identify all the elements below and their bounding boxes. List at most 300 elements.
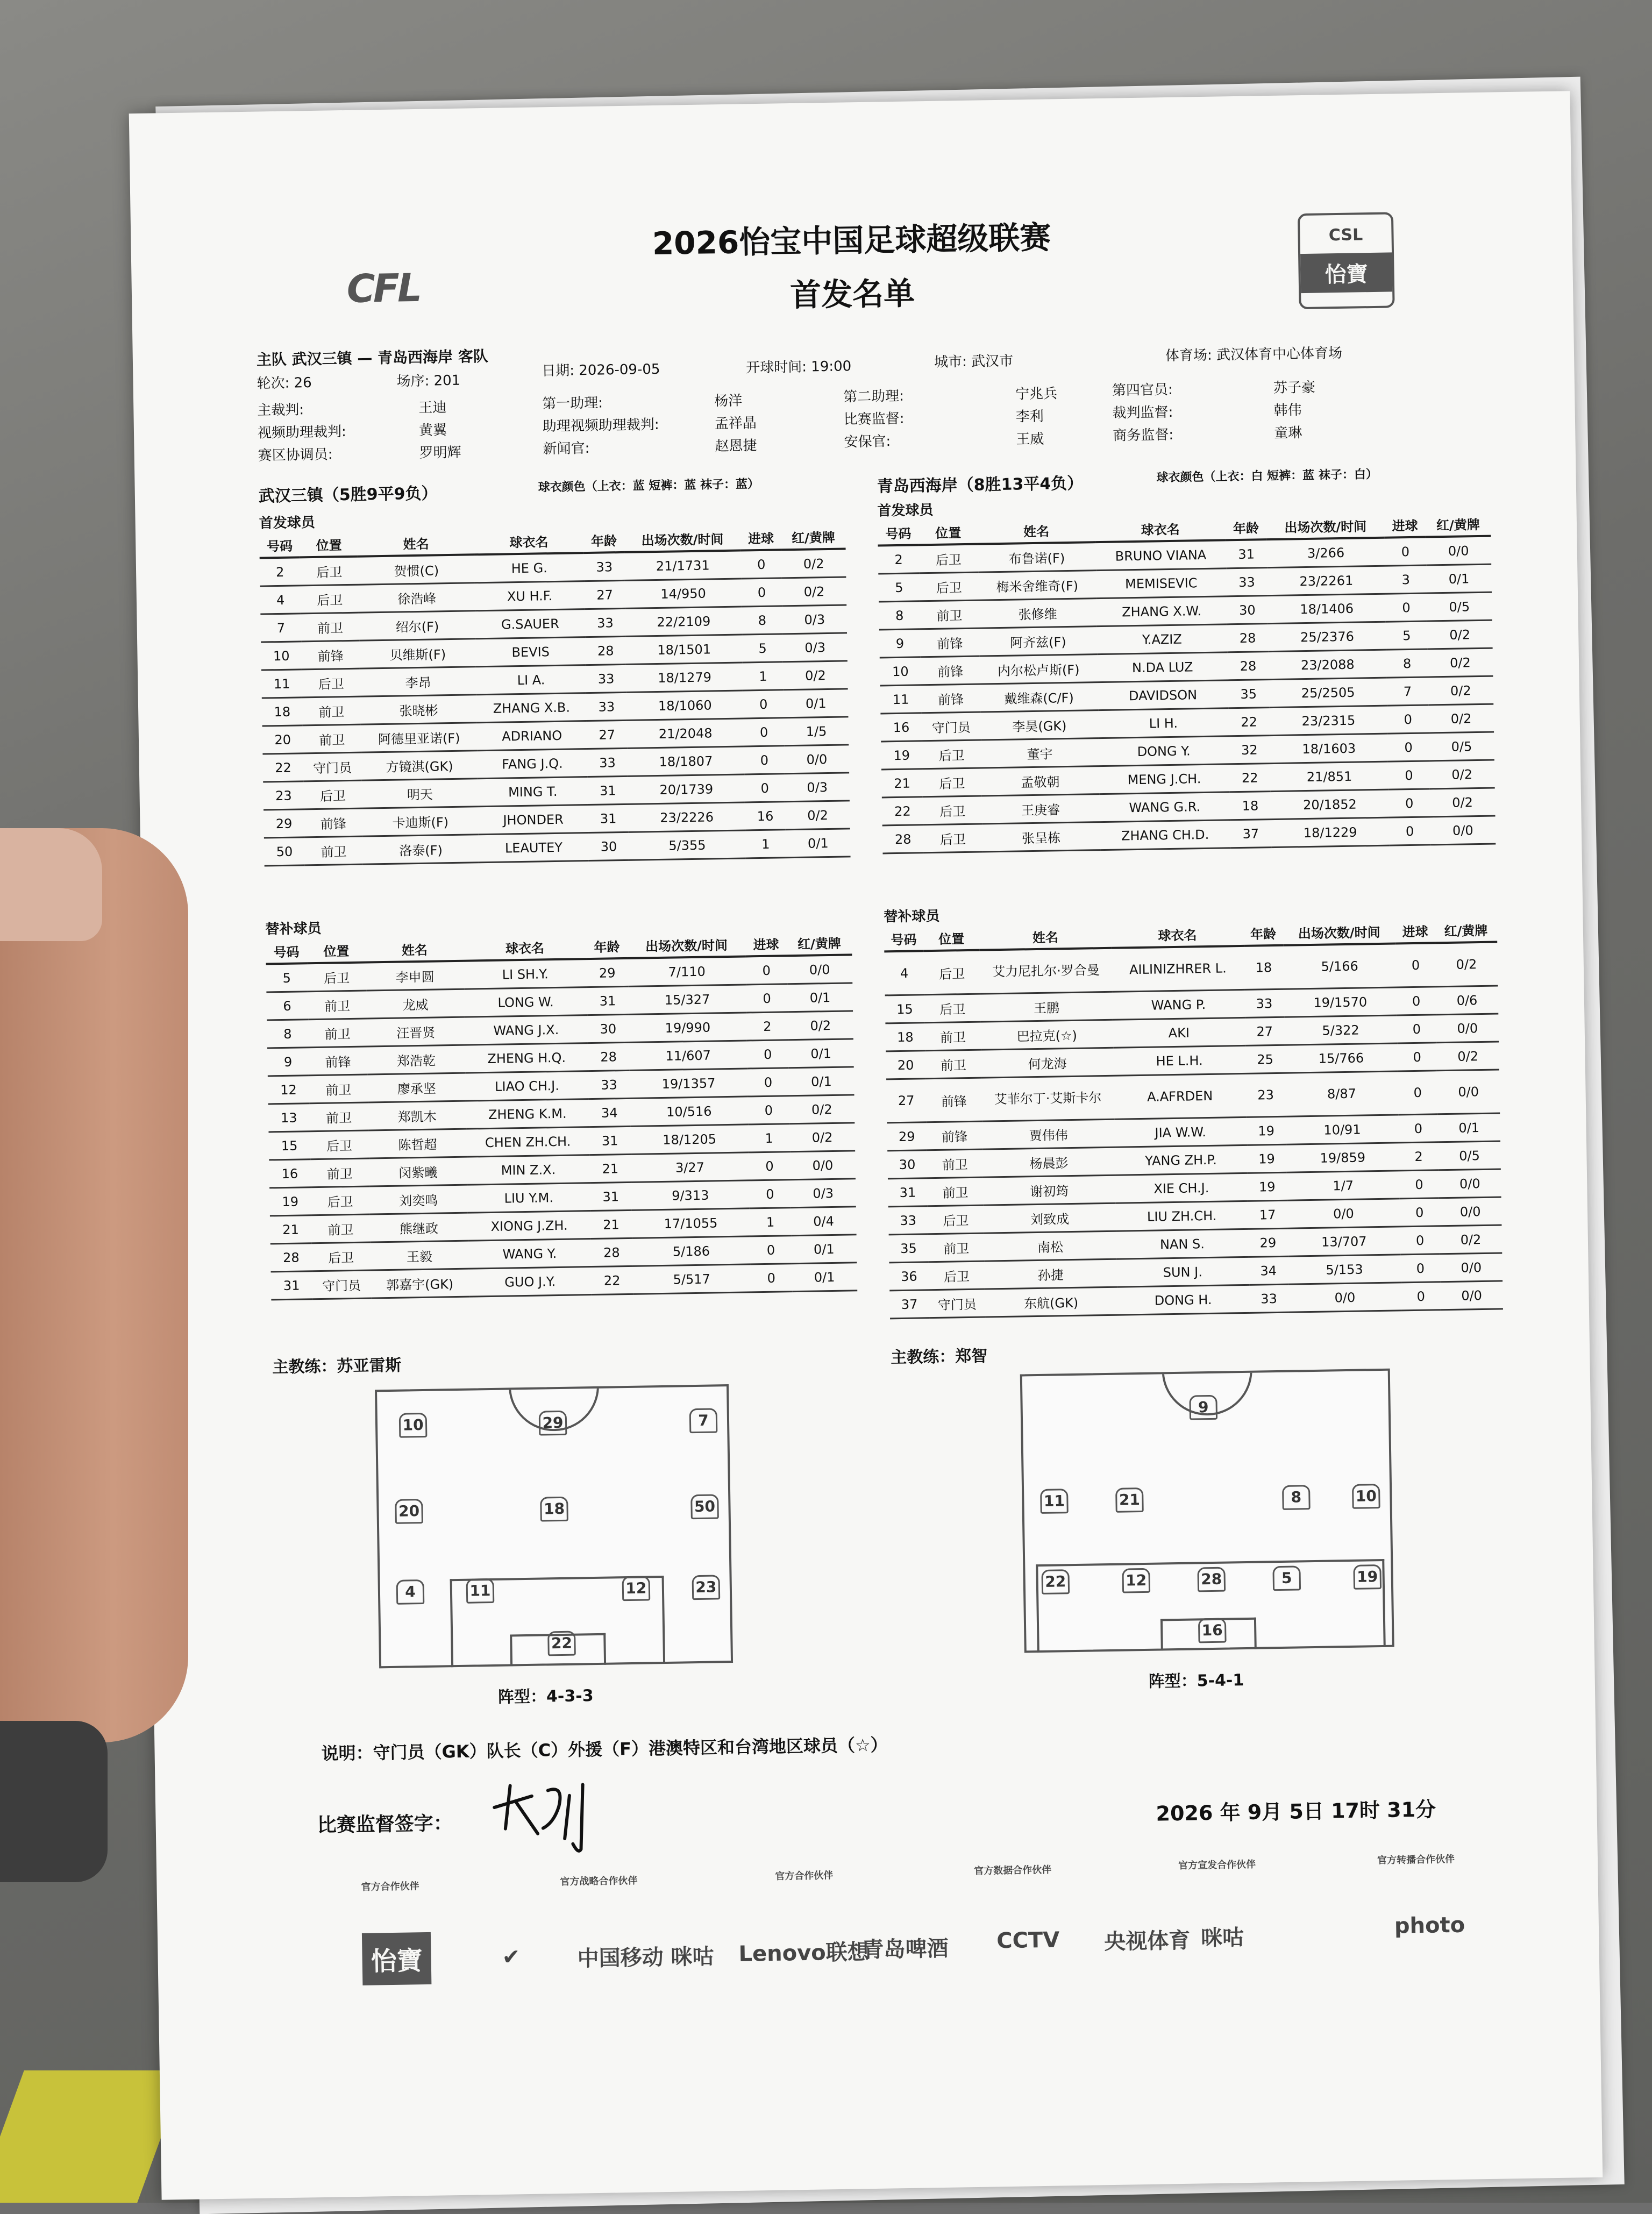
table-cell: 徐浩峰	[359, 583, 475, 613]
table-cell: 刘奕鸣	[369, 1185, 468, 1214]
home-kit-colors: 球衣颜色（上衣：蓝 短裤：蓝 袜子：蓝）	[538, 477, 760, 495]
table-cell: 19/990	[629, 1013, 747, 1042]
table-cell: 19	[269, 1187, 311, 1216]
table-cell: ZHANG X.W.	[1096, 596, 1227, 627]
official-name: 童琳	[1274, 425, 1302, 442]
table-cell: 前卫	[302, 696, 361, 725]
table-cell: MIN Z.X.	[467, 1155, 590, 1185]
table-cell: 后卫	[304, 780, 362, 809]
home-team-title: 武汉三镇（5胜9平9负）	[258, 484, 438, 506]
sponsor-logo: 中国移动 咪咕	[577, 1944, 714, 1971]
table-cell: 30	[1227, 596, 1268, 624]
table-cell: 前卫	[924, 1022, 981, 1051]
kickoff-value: 19:00	[811, 358, 852, 375]
table-cell: 10	[261, 642, 302, 670]
away-starting-table	[878, 512, 1496, 855]
official-name: 韩伟	[1273, 402, 1302, 419]
table-cell: 0	[741, 550, 782, 579]
column-header: 年龄	[1225, 515, 1266, 540]
table-cell: 22	[262, 753, 303, 782]
table-cell: 艾菲尔丁·艾斯卡尔	[981, 1076, 1114, 1121]
table-cell: 前卫	[920, 600, 979, 629]
table-cell: 0/3	[782, 633, 847, 662]
table-cell: 18/1060	[626, 690, 743, 720]
csl-mark: CSL	[1328, 225, 1363, 245]
table-cell: 8/87	[1285, 1071, 1399, 1116]
table-cell: HE G.	[474, 553, 585, 583]
table-cell: 后卫	[928, 1205, 984, 1234]
column-header: 球衣名	[463, 935, 586, 961]
table-cell: 0	[1388, 789, 1430, 817]
table-cell: 戴维森(C/F)	[980, 682, 1098, 712]
table-cell: 0	[744, 774, 785, 802]
table-cell: 28	[591, 1238, 632, 1266]
table-cell: MEMISEVIC	[1096, 568, 1227, 599]
table-cell: 贺惯(C)	[358, 554, 475, 585]
table-cell: 30	[587, 1014, 629, 1043]
official-name: 赵恩捷	[715, 438, 757, 455]
table-cell: 0/3	[791, 1179, 856, 1208]
table-cell: JIA W.W.	[1114, 1117, 1247, 1147]
official-label: 赛区协调员:	[258, 446, 333, 464]
table-cell: 郭嘉宇(GK)	[371, 1269, 469, 1298]
table-cell: 23	[1245, 1073, 1285, 1117]
table-cell: 0	[746, 956, 787, 985]
city-info	[934, 350, 1014, 371]
table-cell: 前锋	[921, 684, 980, 713]
player-jersey: 28	[1197, 1567, 1226, 1592]
away-subs-table	[884, 918, 1503, 1320]
table-cell: 18	[1229, 792, 1271, 820]
home-subs-table	[266, 930, 857, 1300]
match-no-label: 场序:	[396, 373, 430, 390]
table-cell: 0/0	[1287, 1199, 1400, 1228]
stadium-info	[1165, 342, 1343, 365]
table-cell: 31	[587, 986, 628, 1015]
official-label: 裁判监督:	[1112, 404, 1173, 422]
sponsor-logo: 央视体育	[1103, 1928, 1191, 1955]
table-cell: 0/1	[784, 689, 848, 718]
table-cell: 31	[588, 804, 629, 832]
table-cell: SUN J.	[1116, 1257, 1249, 1287]
stadium-value: 武汉体育中心体育场	[1216, 345, 1343, 364]
table-cell: 0	[749, 1180, 791, 1208]
table-cell: 0	[747, 1068, 789, 1097]
table-cell: 0/2	[788, 1011, 853, 1040]
table-cell: LIU Y.M.	[467, 1183, 590, 1213]
table-cell: 巴拉克(☆)	[981, 1020, 1113, 1050]
column-header: 号码	[259, 533, 300, 558]
table-cell: 陈哲超	[368, 1129, 467, 1158]
sponsor-caption: 官方战略合作伙伴	[560, 1875, 638, 1888]
table-cell: 7	[1387, 677, 1428, 706]
table-cell: GUO J.Y.	[468, 1267, 592, 1297]
official-label: 安保官:	[844, 433, 891, 451]
table-cell: 5/322	[1284, 1015, 1397, 1045]
table-cell: 9	[879, 629, 921, 658]
table-cell: 22	[592, 1266, 633, 1294]
table-cell: 守门员	[303, 752, 362, 781]
player-jersey: 4	[396, 1579, 425, 1605]
table-cell: 37	[889, 1290, 929, 1319]
sponsor-logo: ✔	[502, 1945, 521, 1970]
table-cell: 0	[749, 1152, 790, 1180]
table-cell: 2	[260, 557, 301, 586]
table-cell: 1	[745, 830, 786, 858]
table-cell: 16	[745, 802, 786, 830]
table-cell: 31	[1226, 539, 1267, 568]
table-cell: 31	[271, 1271, 312, 1300]
table-cell: 0/2	[783, 661, 848, 690]
table-cell: 19/1357	[629, 1069, 747, 1098]
table-cell: 2	[878, 545, 919, 574]
table-cell: 0	[1389, 817, 1430, 845]
table-cell: 守门员	[929, 1289, 985, 1318]
table-cell: 18/1603	[1270, 734, 1388, 763]
table-cell: 23/2315	[1269, 706, 1387, 735]
table-cell: 29	[1248, 1228, 1288, 1257]
table-cell: 10	[880, 657, 921, 686]
column-header: 姓名	[977, 518, 1095, 544]
table-cell: 31	[590, 1182, 631, 1211]
table-cell: 18/1501	[626, 635, 743, 664]
table-cell: 25/2505	[1269, 678, 1387, 707]
table-cell: 0	[1400, 1226, 1440, 1255]
table-cell: 0/0	[1436, 1014, 1499, 1043]
table-cell: 前卫	[309, 1074, 368, 1104]
player-jersey: 8	[1282, 1485, 1311, 1510]
table-cell: 28	[1227, 652, 1269, 680]
table-cell: 31	[888, 1178, 928, 1207]
table-cell: 后卫	[307, 963, 366, 992]
table-cell: XIONG J.ZH.	[467, 1211, 590, 1241]
table-cell: 15	[268, 1131, 310, 1160]
official-label: 主裁判:	[257, 402, 304, 419]
table-cell: 后卫	[310, 1130, 369, 1159]
table-cell: 50	[264, 837, 305, 866]
table-cell: 后卫	[923, 796, 982, 825]
table-cell: 0/3	[785, 773, 850, 802]
table-cell: 1	[743, 662, 784, 690]
table-cell: 0	[1397, 1015, 1437, 1043]
table-cell: 3/266	[1266, 538, 1385, 568]
table-cell: 后卫	[922, 740, 981, 769]
table-cell: ZHENG H.Q.	[465, 1043, 588, 1073]
table-cell: 0	[1398, 1114, 1438, 1143]
table-cell: 前锋	[309, 1047, 368, 1076]
player-jersey: 11	[466, 1578, 495, 1604]
table-cell: 后卫	[923, 824, 982, 853]
player-jersey: 10	[1352, 1484, 1380, 1509]
table-cell: 0	[1397, 1043, 1437, 1071]
table-cell: 8	[267, 1020, 308, 1048]
table-cell: 4	[884, 951, 924, 995]
table-cell: 9/313	[631, 1180, 750, 1210]
table-cell: 0	[1385, 537, 1426, 566]
official-name: 罗明辉	[419, 444, 461, 461]
table-cell: 后卫	[300, 557, 359, 586]
table-cell: 33	[1249, 1284, 1289, 1313]
table-cell: 2	[1399, 1142, 1439, 1171]
table-cell: 闵紫曦	[369, 1157, 467, 1186]
table-cell: 10/91	[1286, 1115, 1399, 1144]
table-cell: 17	[1248, 1200, 1287, 1229]
table-cell: 0/0	[790, 1151, 856, 1180]
sponsor-caption: 官方数据合作伙伴	[974, 1864, 1052, 1877]
table-cell: 18/1205	[630, 1124, 749, 1154]
table-cell: 7	[260, 614, 301, 642]
table-cell: 1/7	[1286, 1171, 1399, 1200]
table-cell: 11/607	[629, 1041, 747, 1070]
table-cell: 0/0	[787, 955, 852, 984]
table-cell: 15/327	[628, 985, 746, 1014]
official-name: 黄翼	[418, 422, 447, 439]
table-cell: 前锋	[926, 1121, 982, 1150]
table-cell: AILINIZHRER L.	[1112, 946, 1244, 992]
table-cell: 18	[1244, 945, 1284, 990]
table-cell: 14/950	[625, 579, 742, 608]
table-cell: 前卫	[301, 613, 360, 642]
table-cell: 33	[888, 1206, 928, 1235]
column-header: 号码	[266, 939, 307, 964]
official-name: 杨洋	[714, 393, 743, 410]
table-cell: 郑浩乾	[367, 1045, 466, 1074]
table-cell: LEAUTEY	[479, 833, 588, 863]
csl-brand: 怡寶	[1300, 252, 1392, 293]
table-cell: 龙威	[366, 989, 465, 1019]
table-cell: 16	[269, 1159, 310, 1188]
city-value: 武汉市	[971, 353, 1014, 370]
table-cell: 王鹏	[980, 992, 1113, 1022]
table-cell: 0/2	[1427, 648, 1493, 677]
table-cell: 前锋	[925, 1078, 982, 1122]
table-cell: 守门员	[312, 1270, 371, 1299]
table-cell: 28	[270, 1243, 312, 1272]
table-cell: 31	[587, 776, 628, 805]
player-jersey: 11	[1040, 1489, 1069, 1514]
away-coach: 主教练：郑智	[890, 1347, 988, 1368]
table-cell: 0	[1398, 1071, 1437, 1115]
table-cell: 35	[889, 1234, 929, 1263]
table-cell: 内尔松卢斯(F)	[979, 654, 1098, 684]
date-info	[542, 358, 660, 380]
column-header: 红/黄牌	[781, 524, 845, 550]
table-cell: 前锋	[920, 628, 979, 657]
table-cell: 前卫	[310, 1158, 369, 1187]
signature-label: 比赛监督签字：	[317, 1812, 453, 1837]
table-cell: 21/2048	[627, 718, 744, 748]
table-cell: 0/1	[786, 829, 850, 858]
table-cell: 0	[1385, 593, 1427, 622]
table-cell: 0/2	[781, 549, 846, 578]
table-cell: 0/0	[1439, 1169, 1501, 1198]
table-cell: FANG J.Q.	[478, 749, 587, 779]
table-cell: 0	[748, 1096, 789, 1124]
table-cell: 0	[744, 746, 785, 774]
legend-note: 说明：守门员（GK）队长（C）外援（F）港澳特区和台湾地区球员（☆）	[321, 1734, 888, 1764]
column-header: 年龄	[583, 528, 624, 553]
table-cell: 0	[1388, 733, 1429, 761]
table-cell: 21	[881, 769, 923, 798]
table-cell: 董宇	[981, 738, 1099, 768]
table-cell: 31	[589, 1126, 630, 1155]
home-subs-label: 替补球员	[265, 920, 322, 938]
column-header: 红/黄牌	[1435, 918, 1497, 943]
table-cell: 0/2	[1428, 704, 1494, 733]
official-label: 比赛监督:	[843, 410, 905, 428]
table-cell: 0	[741, 578, 782, 607]
column-header: 球衣名	[1095, 516, 1226, 542]
table-cell: LONG W.	[464, 987, 587, 1017]
sponsor-logo: 咪咕	[1200, 1925, 1244, 1951]
official-name: 宁兆兵	[1015, 386, 1058, 403]
table-cell: 0/0	[1437, 1070, 1500, 1114]
table-cell: 21	[270, 1215, 311, 1244]
table-cell: G.SAUER	[475, 609, 585, 639]
official-label: 第一助理:	[542, 395, 603, 412]
table-cell: 18	[885, 1023, 925, 1051]
table-cell: 0	[1400, 1254, 1440, 1283]
table-cell: ZHENG K.M.	[466, 1099, 589, 1129]
table-cell: 0/4	[791, 1207, 856, 1236]
table-cell: 谢初筠	[983, 1175, 1115, 1205]
table-cell: 0/1	[788, 1039, 854, 1068]
column-header: 位置	[923, 926, 980, 951]
table-cell: 0/0	[785, 745, 849, 774]
table-cell: 0/1	[1437, 1113, 1500, 1142]
table-cell: 李昂	[360, 667, 476, 696]
table-cell: 阿齐兹(F)	[979, 627, 1097, 656]
column-header: 出场次数/时间	[1266, 514, 1385, 539]
table-cell: BRUNO VIANA	[1095, 540, 1226, 570]
away-starting-label: 首发球员	[877, 502, 934, 519]
sponsor-caption: 官方合作伙伴	[775, 1870, 834, 1882]
table-cell: 34	[589, 1098, 630, 1127]
table-cell: DAVIDSON	[1098, 680, 1228, 710]
player-jersey: 19	[1353, 1564, 1382, 1590]
table-cell: 0/5	[1438, 1141, 1501, 1170]
away-kit-colors: 球衣颜色（上衣：白 短裤：蓝 袜子：白）	[1156, 467, 1378, 485]
table-cell: 5/166	[1283, 943, 1397, 989]
official-label: 第二助理:	[843, 388, 905, 405]
table-cell: 0/0	[1288, 1283, 1401, 1312]
table-cell: DONG Y.	[1099, 736, 1229, 766]
table-cell: 王毅	[370, 1241, 468, 1270]
table-cell: 孙捷	[985, 1259, 1117, 1289]
official-label: 新闻官:	[543, 440, 590, 458]
table-cell: 郑凯木	[368, 1101, 466, 1130]
column-header: 出场次数/时间	[624, 526, 740, 552]
player-jersey: 10	[399, 1413, 428, 1438]
table-cell: 8	[879, 601, 920, 630]
table-cell: 4	[260, 586, 301, 614]
table-cell: BEVIS	[475, 637, 585, 667]
table-cell: 梅米舍维奇(F)	[978, 571, 1096, 600]
table-cell: 25/2376	[1268, 622, 1386, 651]
player-jersey: 21	[1115, 1487, 1144, 1513]
sponsor-caption: 官方宣发合作伙伴	[1178, 1859, 1256, 1872]
table-cell: JHONDER	[478, 805, 588, 835]
table-cell: 东航(GK)	[985, 1287, 1117, 1317]
sponsor-logo: CCTV	[996, 1927, 1060, 1954]
table-cell: LI A.	[476, 665, 586, 695]
table-cell: WANG J.X.	[465, 1015, 588, 1045]
table-cell: 0/2	[1436, 1042, 1499, 1071]
player-jersey: 5	[1272, 1565, 1301, 1591]
table-cell: 张呈栋	[982, 822, 1100, 852]
table-cell: 16	[880, 713, 922, 742]
table-cell: 28	[588, 1042, 629, 1071]
player-jersey: 23	[692, 1575, 721, 1600]
column-header: 进球	[1384, 513, 1426, 538]
table-cell: 0/3	[782, 605, 847, 634]
table-cell: 20/1739	[628, 774, 745, 804]
table-cell: 21	[590, 1210, 632, 1238]
official-name: 李利	[1015, 408, 1044, 425]
table-cell: 19	[881, 741, 922, 770]
player-jersey: 22	[1041, 1569, 1070, 1594]
table-cell: 0/1	[1426, 564, 1492, 593]
sponsor-logo: photo	[1394, 1912, 1465, 1939]
lineup-sheet	[129, 91, 1603, 2200]
table-cell: 5	[1386, 621, 1427, 650]
home-formation-pitch	[375, 1384, 733, 1668]
table-cell: 0/2	[1430, 788, 1496, 817]
table-cell: 前锋	[921, 656, 980, 685]
sponsor-logo: 青岛啤酒	[862, 1936, 949, 1963]
table-cell: 17/1055	[631, 1208, 750, 1238]
table-cell: 2	[746, 1012, 788, 1041]
column-header: 位置	[300, 532, 358, 558]
table-cell: 33	[588, 1070, 630, 1099]
table-cell: 18	[262, 697, 303, 726]
table-cell: 张晓彬	[360, 695, 477, 724]
table-cell: 洛泰(F)	[362, 835, 479, 864]
official-label: 商务监督:	[1113, 426, 1174, 444]
table-cell: 1	[749, 1124, 790, 1152]
table-cell: 0/1	[787, 983, 853, 1012]
table-cell: 33	[587, 748, 628, 777]
table-cell: XIE CH.J.	[1115, 1173, 1248, 1203]
official-label: 第四官员:	[1112, 381, 1173, 399]
table-cell: 0	[1401, 1282, 1441, 1311]
column-header: 年龄	[1243, 921, 1283, 946]
table-cell: 11	[880, 685, 922, 714]
table-cell: 28	[882, 825, 924, 853]
page-title: 2026怡宝中国足球超级联赛	[652, 219, 1051, 262]
player-jersey: 9	[1189, 1395, 1217, 1420]
table-cell: CHEN ZH.CH.	[466, 1127, 589, 1157]
table-cell: 29	[887, 1122, 927, 1151]
table-cell: YANG ZH.P.	[1115, 1145, 1248, 1175]
table-cell: 0/0	[1439, 1197, 1502, 1226]
table-cell: 后卫	[302, 668, 360, 697]
table-cell: 后卫	[920, 572, 979, 601]
table-cell: 8	[742, 606, 782, 635]
player-jersey: 29	[539, 1411, 567, 1436]
table-cell: 0	[1399, 1170, 1439, 1199]
player-jersey: 12	[622, 1576, 651, 1601]
home-starting-table	[259, 524, 851, 866]
away-subs-label: 替补球员	[884, 908, 940, 926]
table-cell: 李申圆	[366, 961, 464, 991]
table-cell: 13/707	[1287, 1227, 1400, 1256]
sponsor-caption: 官方合作伙伴	[361, 1881, 419, 1893]
table-cell: 前卫	[311, 1214, 370, 1243]
table-cell: 0/1	[791, 1235, 857, 1264]
table-cell: 0/1	[788, 1067, 854, 1096]
table-cell: 33	[586, 692, 627, 721]
